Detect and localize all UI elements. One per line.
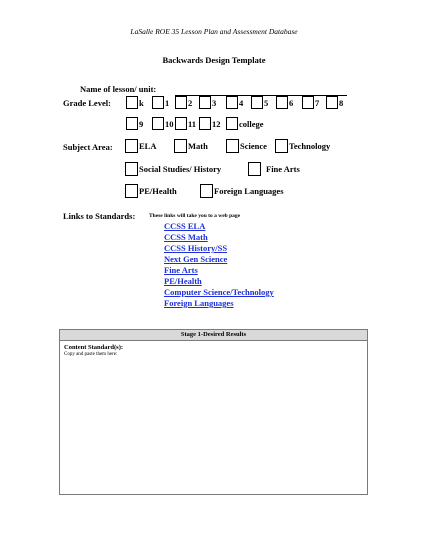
- checkbox[interactable]: [275, 139, 288, 153]
- checkbox[interactable]: [199, 117, 211, 130]
- lesson-name-label: Name of lesson/ unit:: [80, 84, 157, 94]
- checkbox[interactable]: [125, 162, 138, 176]
- checkbox[interactable]: [126, 117, 138, 130]
- grade-checkbox-5[interactable]: 5: [251, 96, 268, 109]
- grade-level-label: Grade Level:: [63, 98, 111, 108]
- checkbox[interactable]: [248, 162, 261, 176]
- grade-checkbox-1[interactable]: 1: [152, 96, 169, 109]
- grade-checkbox-3[interactable]: 3: [199, 96, 216, 109]
- checkbox[interactable]: [226, 117, 238, 130]
- checkbox[interactable]: [152, 117, 164, 130]
- checkbox[interactable]: [125, 184, 138, 198]
- checkbox[interactable]: [326, 96, 338, 109]
- grade-checkbox-7[interactable]: 7: [302, 96, 319, 109]
- stage1-heading: Stage 1-Desired Results: [60, 330, 367, 341]
- subject-checkbox-technology[interactable]: Technology: [275, 139, 330, 153]
- checkbox[interactable]: [251, 96, 263, 109]
- stage1-table: [59, 329, 368, 495]
- link-computer-science-technology[interactable]: Computer Science/Technology: [164, 287, 274, 297]
- checkbox[interactable]: [276, 96, 288, 109]
- link-next-gen-science[interactable]: Next Gen Science: [164, 254, 228, 264]
- link-ccss-ela[interactable]: CCSS ELA: [164, 221, 206, 231]
- subject-checkbox-science[interactable]: Science: [226, 139, 267, 153]
- grade-checkbox-11[interactable]: 11: [175, 117, 196, 130]
- links-note: These links will take you to a web page: [149, 213, 241, 219]
- checkbox[interactable]: [125, 139, 138, 153]
- subject-checkbox-foreign-languages[interactable]: Foreign Languages: [200, 184, 284, 198]
- grade-checkbox-college[interactable]: college: [226, 117, 264, 130]
- grade-checkbox-10[interactable]: 10: [152, 117, 174, 130]
- content-standards-label: Content Standard(s):: [64, 344, 124, 351]
- checkbox[interactable]: [226, 96, 238, 109]
- checkbox[interactable]: [174, 139, 187, 153]
- content-standards-note: Copy and paste them here:: [64, 352, 118, 357]
- subject-checkbox-fine-arts[interactable]: Fine Arts: [248, 162, 300, 176]
- checkbox[interactable]: [199, 96, 211, 109]
- page-title: Backwards Design Template: [162, 55, 266, 65]
- subject-checkbox-social-studies[interactable]: Social Studies/ History: [125, 162, 221, 176]
- subject-checkbox-math[interactable]: Math: [174, 139, 208, 153]
- links-to-standards-label: Links to Standards:: [63, 211, 136, 221]
- document-header: LaSalle ROE 35 Lesson Plan and Assessment Database: [130, 27, 298, 36]
- checkbox[interactable]: [175, 96, 187, 109]
- checkbox[interactable]: [152, 96, 164, 109]
- grade-checkbox-4[interactable]: 4: [226, 96, 243, 109]
- grade-checkbox-2[interactable]: 2: [175, 96, 192, 109]
- subject-area-label: Subject Area:: [63, 142, 113, 152]
- link-fine-arts[interactable]: Fine Arts: [164, 265, 198, 275]
- link-foreign-languages[interactable]: Foreign Languages: [164, 298, 234, 308]
- checkbox[interactable]: [226, 139, 239, 153]
- link-ccss-history-ss[interactable]: CCSS History/SS: [164, 243, 228, 253]
- checkbox[interactable]: [302, 96, 314, 109]
- link-ccss-math[interactable]: CCSS Math: [164, 232, 208, 242]
- subject-checkbox-pe-health[interactable]: PE/Health: [125, 184, 177, 198]
- grade-checkbox-6[interactable]: 6: [276, 96, 293, 109]
- grade-checkbox-12[interactable]: 12: [199, 117, 221, 130]
- grade-checkbox-8[interactable]: 8: [326, 96, 343, 109]
- grade-checkbox-k[interactable]: k: [126, 96, 144, 109]
- subject-checkbox-ela[interactable]: ELA: [125, 139, 156, 153]
- checkbox[interactable]: [200, 184, 213, 198]
- grade-checkbox-9[interactable]: 9: [126, 117, 143, 130]
- checkbox[interactable]: [175, 117, 187, 130]
- link-pe-health[interactable]: PE/Health: [164, 276, 202, 286]
- checkbox[interactable]: [126, 96, 138, 109]
